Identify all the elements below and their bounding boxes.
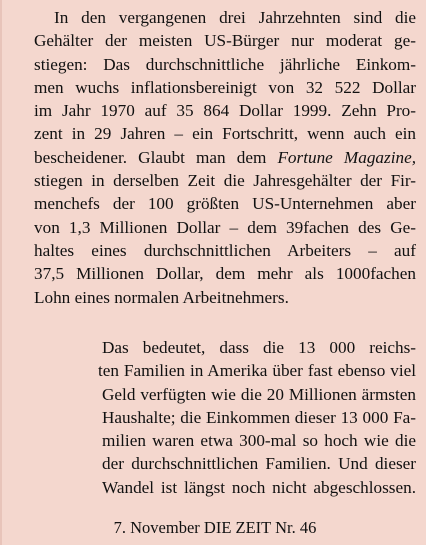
paragraph-1-line: menchefs der 100 größten US-Unternehmen aber: [34, 194, 416, 214]
paragraph-1-line: In den vergangenen drei Jahrzehnten sind die: [54, 8, 416, 27]
paragraph-2-line: Geld verfügten wie die 20 Millionen ärmsten: [102, 384, 416, 404]
magazine-title: Fortune Magazine,: [277, 147, 416, 167]
paragraph-2-line: der durchschnittlichen Familien. Und dieser: [102, 454, 416, 474]
paragraph-1-line: zent in 29 Jahren – ein Fortschritt, wenn auch ein: [34, 124, 416, 144]
paragraph-2-line: Haushalte; die Einkommen dieser 13 000 Fa-: [102, 407, 416, 427]
paragraph-1-line: im Jahr 1970 auf 35 864 Dollar 1999. Zehn Pro-: [34, 101, 416, 121]
paragraph-1-line: von 1,3 Millionen Dollar – dem 39fachen des Ge-: [34, 217, 416, 237]
paragraph-1: [14, 6, 416, 309]
paragraph-1-line: stiegen: Das durchschnittliche jährliche Einkom-: [34, 54, 416, 74]
paragraph-1-line-with-italic: [14, 146, 416, 169]
paragraph-1-line: men wuchs inflationsbereinigt von 32 522 Dollar: [34, 77, 416, 97]
paragraph-1-line-text: bescheidener. Glaubt man dem: [34, 147, 278, 167]
paragraph-2-line: milien waren etwa 300-mal so hoch wie die: [102, 431, 416, 451]
paragraph-1-line: stiegen in derselben Zeit die Jahresgehälter der Fir-: [34, 171, 416, 191]
paragraph-1-line: Gehälter der meisten US-Bürger nur moderat ge-: [34, 31, 416, 51]
paragraph-2: [98, 336, 416, 499]
paragraph-2-line: Das bedeutet, dass die 13 000 reichs-: [102, 338, 416, 357]
paragraph-1-line: Lohn eines normalen Arbeitnehmers.: [34, 287, 289, 307]
paragraph-2-line: Wandel ist längst noch nicht abgeschlossen.: [102, 477, 416, 497]
paragraph-1-line: haltes eines durchschnittlichen Arbeiters – auf: [34, 240, 416, 260]
source-citation: 7. November DIE ZEIT Nr. 46: [113, 518, 317, 537]
paragraph-1-line: 37,5 Millionen Dollar, dem mehr als 1000fachen: [34, 264, 416, 284]
paragraph-2-line: ten Familien in Amerika über fast ebenso viel: [98, 361, 416, 381]
